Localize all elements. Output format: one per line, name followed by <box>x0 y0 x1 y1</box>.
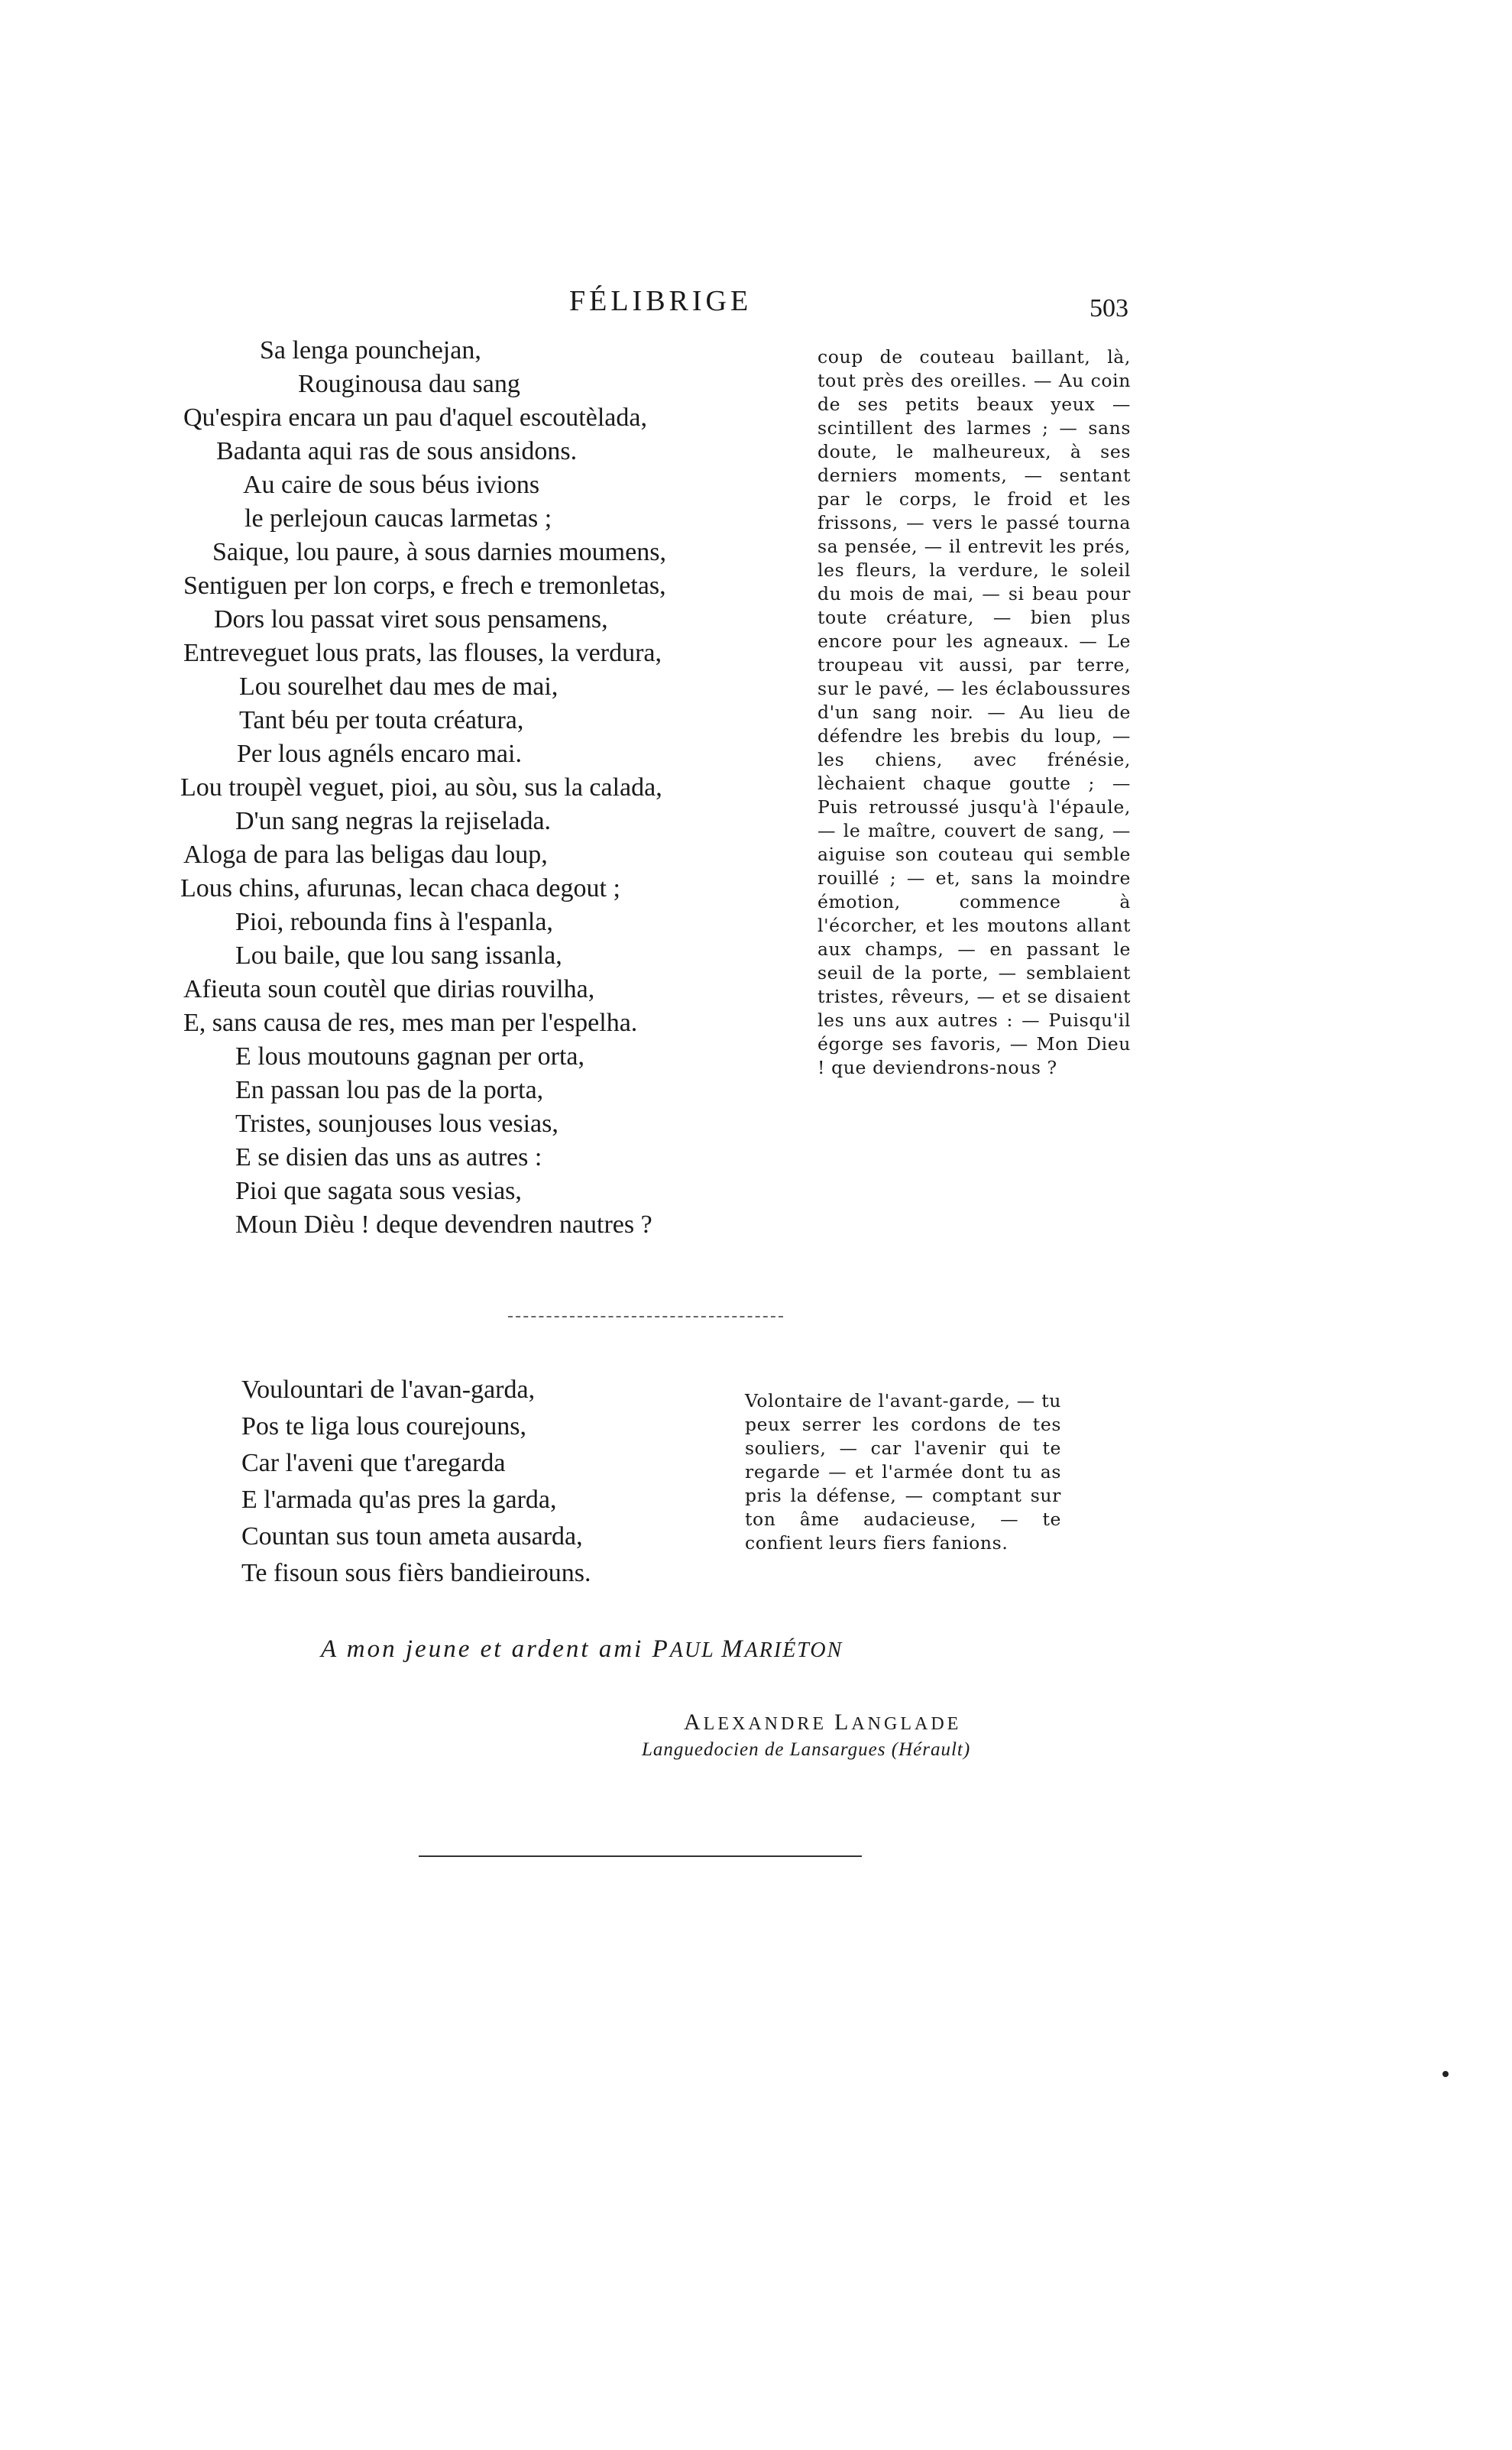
verse-line: Dors lou passat viret sous pensamens, <box>214 605 608 634</box>
ink-speck <box>1442 2071 1449 2077</box>
author-rest-last: ANGLADE <box>851 1714 962 1734</box>
verse-line: Au caire de sous béus ivions <box>243 471 540 499</box>
dedication-prefix: A mon jeune et ardent ami <box>321 1635 652 1663</box>
verse-line: Qu'espira encara un pau d'aquel escoutèlada, <box>183 403 647 432</box>
verse-line: Afieuta soun coutèl que dirias rouvilha, <box>183 975 595 1003</box>
verse-line: D'un sang negras la rejiselada. <box>235 807 552 835</box>
verse-line: Te fisoun sous fièrs bandieirouns. <box>241 1559 591 1587</box>
verse-line: Entreveguet lous prats, las flouses, la verdura, <box>183 639 662 667</box>
verse-line: Moun Dièu ! deque devendren nautres ? <box>235 1210 652 1239</box>
author-origin: Languedocien de Lansargues (Hérault) <box>642 1739 971 1760</box>
verse-line: Lou baile, que lou sang issanla, <box>235 941 562 970</box>
verse-line: Car l'aveni que t'aregarda <box>241 1449 506 1477</box>
verse-line: Countan sus toun ameta ausarda, <box>241 1522 583 1551</box>
verse-line: E l'armada qu'as pres la garda, <box>241 1486 557 1514</box>
verse-line: Pioi, rebounda fins à l'espanla, <box>235 908 553 936</box>
verse-line: Saique, lou paure, à sous darnies moumens, <box>212 538 666 566</box>
header-title: FÉLIBRIGE <box>569 285 753 317</box>
verse-line: Badanta aqui ras de sous ansidons. <box>216 437 578 465</box>
verse-line: Sa lenga pounchejan, <box>260 336 481 365</box>
author-name <box>684 1709 961 1735</box>
verse-line: Lous chins, afurunas, lecan chaca degout ; <box>180 874 620 903</box>
french-translation-main: coup de couteau baillant, là, tout près des oreilles. — Au coin de ses petits beaux yeux — scintillent des larmes ; — sans doute, le malheureux, à ses derniers moments, — sentant par le corps, le froid et les frissons, — vers le passé tourna sa pensée, — il entrevit les prés, les fleurs, la verdure, le soleil du mois de mai, — si beau pour toute créature, — bien plus encore pour les agneaux. — Le troupeau vit aussi, par terre, sur le pavé, — les éclaboussures d'un sang noir. — Au lieu de défendre les brebis du loup, — les chiens, avec frénésie, lèchaient chaque goutte ; — Puis retroussé jusqu'à l'épaule, — le maître, couvert de sang, — aiguise son couteau qui semble rouillé ; — et, sans la moindre émotion, commence à l'écorcher, et les moutons allant aux champs, — en passant le seuil de la porte, — semblaient tristes, rêveurs, — et se disaient les uns aux autres : — Puisqu'il égorge ses favoris, — Mon Dieu ! que deviendrons-nous ? <box>818 346 1131 1078</box>
verse-line: E se disien das uns as autres : <box>235 1143 542 1172</box>
dedication <box>321 1635 843 1664</box>
verse-line: Pioi que sagata sous vesias, <box>235 1177 522 1205</box>
dedication-name-rest-first: AUL <box>669 1638 722 1662</box>
verse-line: Pos te liga lous courejouns, <box>241 1412 527 1441</box>
verse-line: E lous moutouns gagnan per orta, <box>235 1042 585 1071</box>
author-initial-first: A <box>684 1709 704 1735</box>
dedication-name-initial-first: P <box>652 1635 670 1663</box>
verse-line: Lou troupèl veguet, pioi, au sòu, sus la calada, <box>180 773 662 802</box>
verse-line: Voulountari de l'avan-garda, <box>241 1376 536 1404</box>
page-number: 503 <box>1089 294 1128 322</box>
verse-line: Tant béu per touta créatura, <box>239 706 524 734</box>
verse-line: le perlejoun caucas larmetas ; <box>244 504 552 533</box>
verse-line: E, sans causa de res, mes man per l'espelha. <box>183 1009 638 1037</box>
author-rest-first: LEXANDRE <box>703 1714 834 1734</box>
dedication-name-rest-last: ARIÉTON <box>744 1638 843 1662</box>
verse-line: Per lous agnéls encaro mai. <box>237 740 522 768</box>
end-rule <box>419 1855 862 1857</box>
french-translation-second: Volontaire de l'avant-garde, — tu peux serrer les cordons de tes souliers, — car l'avenir qui te regarde — et l'armée dont tu as pris la défense, — comptant sur ton âme audacieuse, — te confient leurs fiers fanions. <box>745 1390 1061 1554</box>
verse-line: Aloga de para las beligas dau loup, <box>183 841 548 869</box>
verse-line: En passan lou pas de la porta, <box>235 1076 544 1104</box>
dedication-name-initial-last: M <box>721 1635 745 1663</box>
section-divider <box>508 1316 783 1317</box>
verse-line: Tristes, sounjouses lous vesias, <box>235 1110 559 1138</box>
verse-line: Rouginousa dau sang <box>298 370 520 398</box>
author-initial-last: L <box>834 1709 852 1735</box>
verse-line: Sentiguen per lon corps, e frech e tremonletas, <box>183 572 666 600</box>
verse-line: Lou sourelhet dau mes de mai, <box>239 672 559 701</box>
